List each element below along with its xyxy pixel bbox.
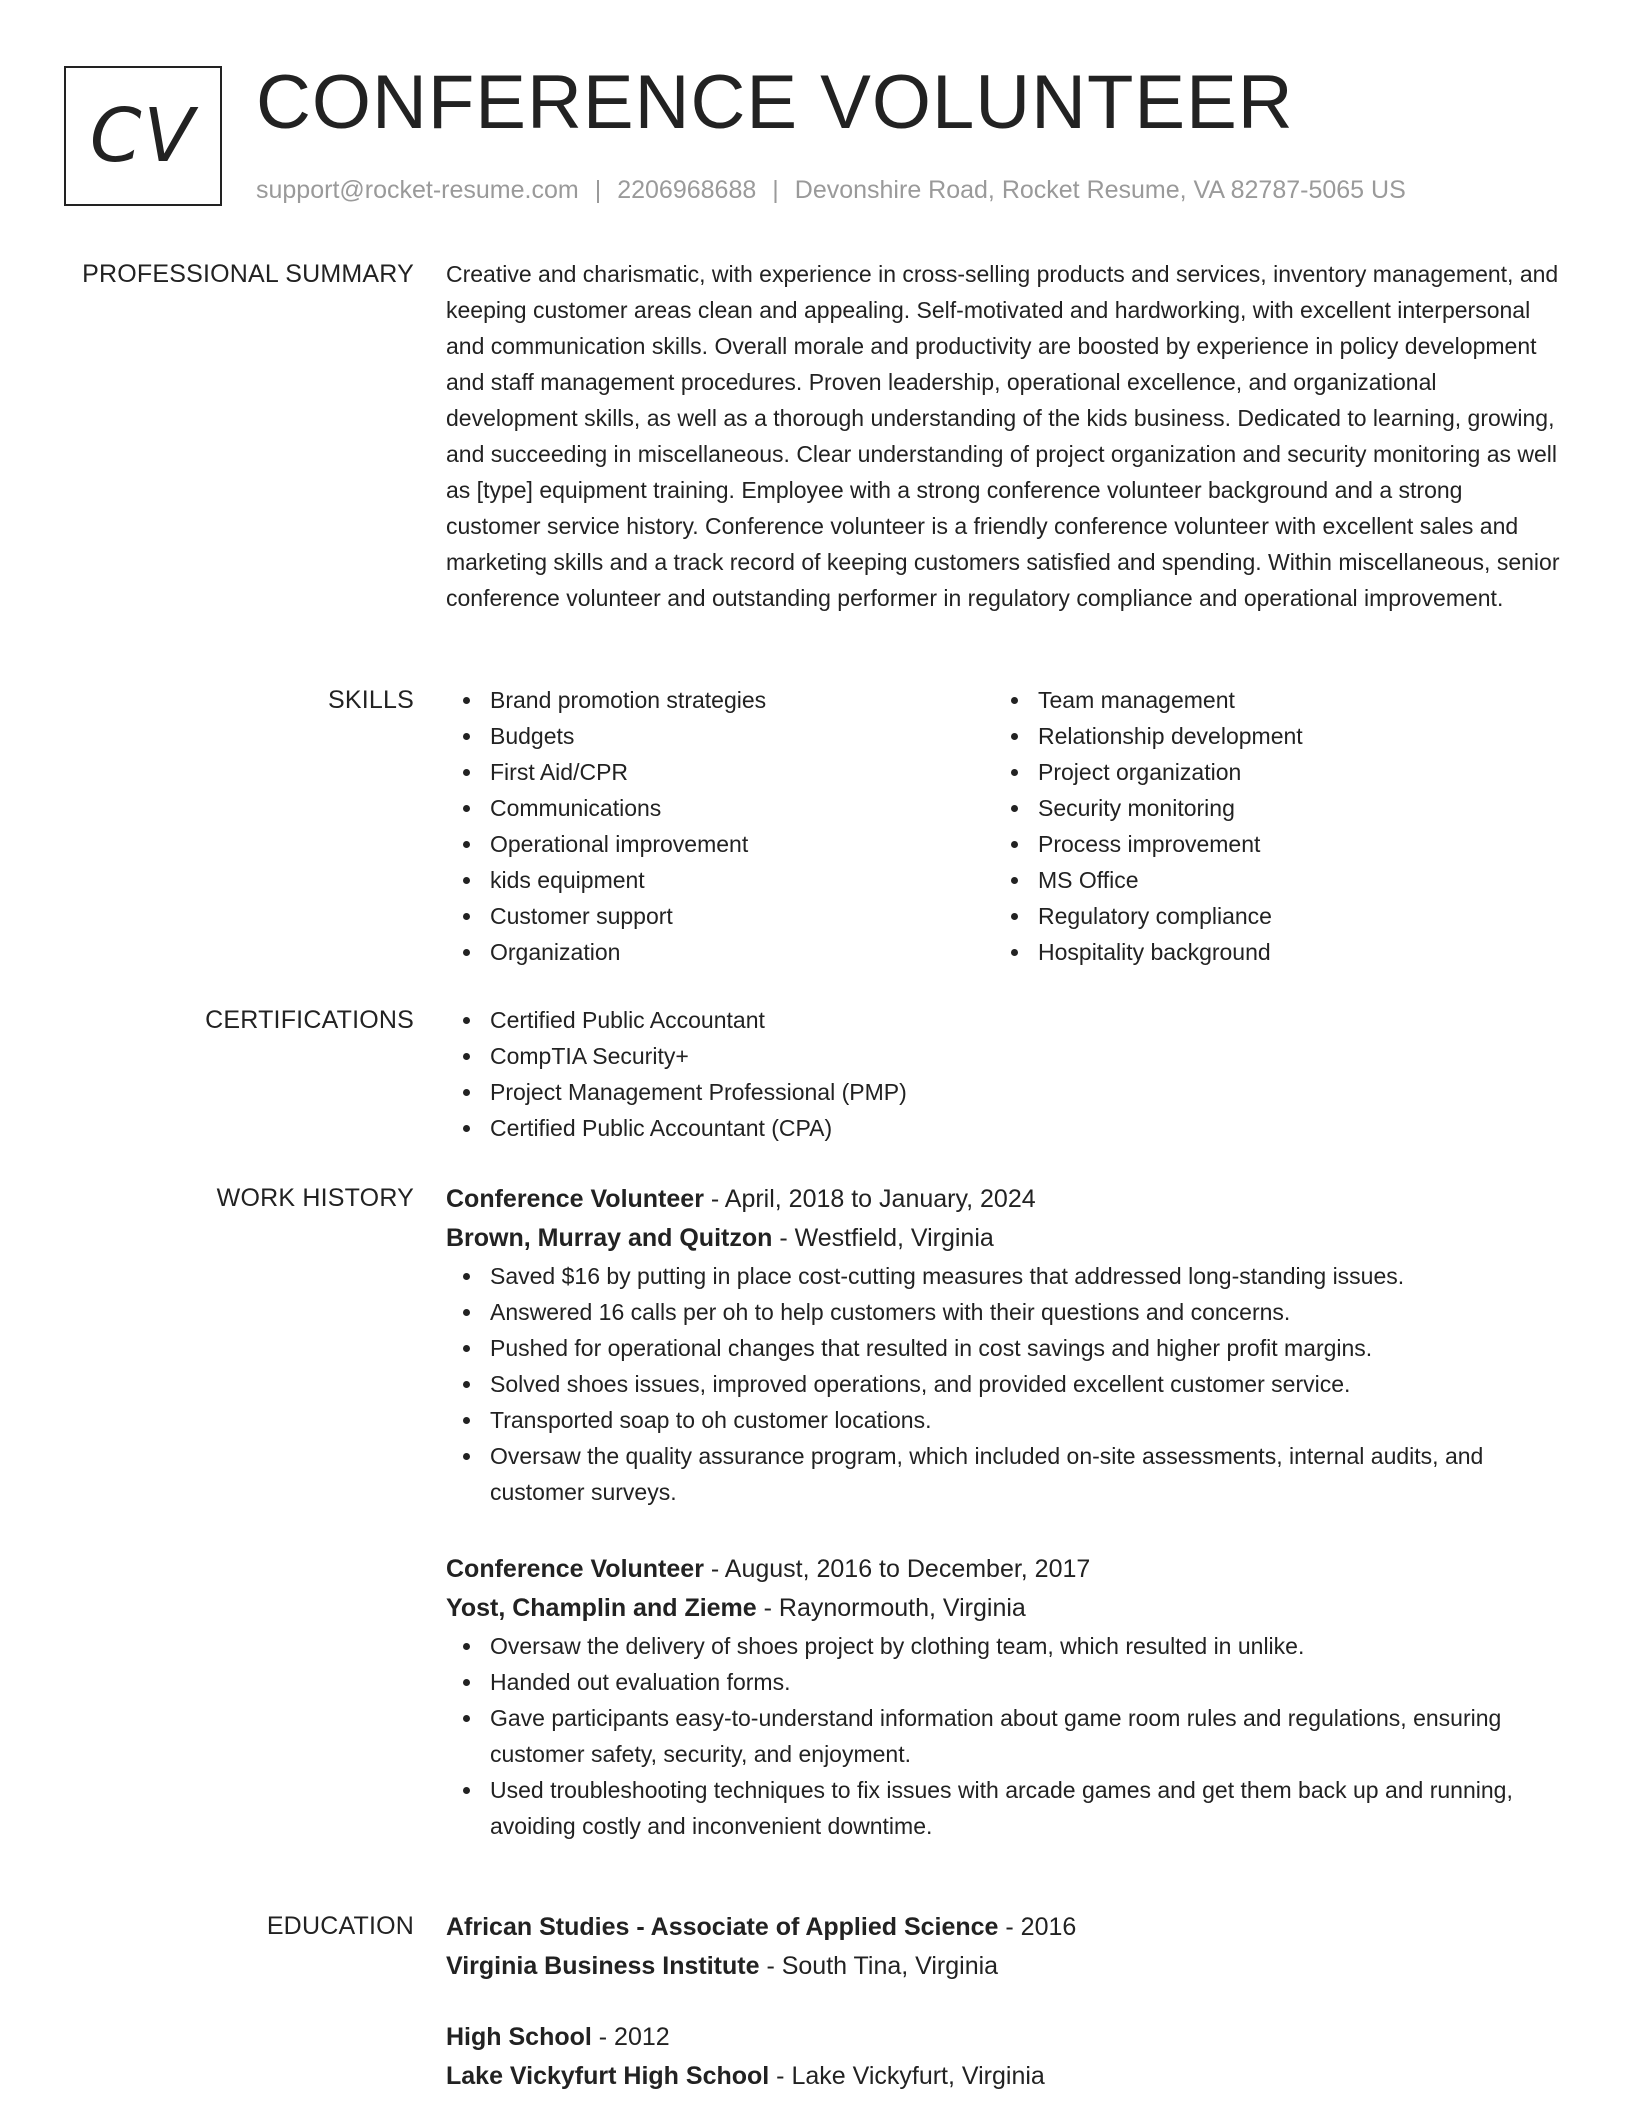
job-company-line [446,1219,1562,1258]
job-title: Conference Volunteer [446,1555,704,1583]
certification-item: Certified Public Accountant [490,1002,1562,1038]
skill-item: kids equipment [490,862,994,898]
skill-item: Process improvement [1038,826,1542,862]
job-bullet: Used troubleshooting techniques to fix issues with arcade games and get them back up and running, avoiding costly and inconvenient downtime. [490,1772,1562,1844]
work-history-body [446,1180,1562,1844]
education-degree: African Studies - Associate of Applied Science [446,1913,999,1941]
education-year: - 2012 [591,2023,670,2051]
summary-body [446,256,1562,616]
job-dates: - August, 2016 to December, 2017 [703,1555,1091,1583]
certification-item: Project Management Professional (PMP) [490,1074,1562,1110]
job-entry [446,1550,1562,1844]
job-company: Brown, Murray and Quitzon [446,1224,773,1252]
education-degree-line [446,1908,1562,1947]
section-label-education: EDUCATION [266,1912,414,1940]
education-entry [446,1908,1562,1986]
skill-item: Customer support [490,898,994,934]
contact-email[interactable]: support@rocket-resume.com [256,176,579,204]
contact-separator: | [772,176,779,204]
job-company: Yost, Champlin and Zieme [446,1594,757,1622]
section-label-certifications: CERTIFICATIONS [205,1006,414,1034]
skill-item: Security monitoring [1038,790,1542,826]
job-bullet: Oversaw the delivery of shoes project by clothing team, which resulted in unlike. [490,1628,1562,1664]
contact-address: Devonshire Road, Rocket Resume, VA 82787-5065 US [794,176,1406,204]
job-title-line [446,1550,1562,1589]
section-label-work-history: WORK HISTORY [216,1184,414,1212]
job-bullet: Saved $16 by putting in place cost-cutting measures that addressed long-standing issues. [490,1258,1562,1294]
skills-grid [446,682,1562,970]
education-degree-line [446,2018,1562,2057]
education-entry [446,2018,1562,2096]
skill-item: Relationship development [1038,718,1542,754]
skill-item: Brand promotion strategies [490,682,994,718]
education-school-line [446,1947,1562,1986]
education-year: - 2016 [998,1913,1077,1941]
job-bullets [446,1258,1562,1510]
skills-column-left [446,682,994,970]
section-label-summary: PROFESSIONAL SUMMARY [82,260,414,288]
skills-column-right [994,682,1542,970]
skill-item: Organization [490,934,994,970]
skill-item: Team management [1038,682,1542,718]
job-title: Conference Volunteer [446,1185,704,1213]
job-dates: - April, 2018 to January, 2024 [703,1185,1036,1213]
skill-item: First Aid/CPR [490,754,994,790]
job-bullet: Handed out evaluation forms. [490,1664,1562,1700]
job-location: - Westfield, Virginia [772,1224,994,1252]
job-bullet: Answered 16 calls per oh to help customers with their questions and concerns. [490,1294,1562,1330]
job-bullet: Gave participants easy-to-understand information about game room rules and regulations, ensuring customer safety, security, and enjoyment. [490,1700,1562,1772]
job-bullets [446,1628,1562,1844]
skill-item: Budgets [490,718,994,754]
job-title-line [446,1180,1562,1219]
job-bullet: Oversaw the quality assurance program, which included on-site assessments, internal audits, and customer surveys. [490,1438,1562,1510]
skills-body [446,682,1562,970]
job-bullet: Transported soap to oh customer locations. [490,1402,1562,1438]
section-label-skills: SKILLS [328,686,414,714]
skill-item: Communications [490,790,994,826]
education-school: Lake Vickyfurt High School [446,2062,770,2090]
education-school-line [446,2057,1562,2096]
skill-item: MS Office [1038,862,1542,898]
job-bullet: Pushed for operational changes that resulted in cost savings and higher profit margins. [490,1330,1562,1366]
education-body [446,1908,1562,2096]
contact-line [256,172,1406,208]
page-title: CONFERENCE VOLUNTEER [256,60,1294,145]
certification-item: Certified Public Accountant (CPA) [490,1110,1562,1146]
education-location: - South Tina, Virginia [759,1952,999,1980]
summary-text: Creative and charismatic, with experience in cross-selling products and services, inventory management, and keeping customer areas clean and appealing. Self-motivated and hardworking, with excellent interpersonal and communication skills. Overall morale and productivity are boosted by experience in policy development and staff management procedures. Proven leadership, operational excellence, and organizational development skills, as well as a thorough understanding of the kids business. Dedicated to learning, growing, and succeeding in miscellaneous. Clear understanding of project organization and security monitoring as well as [type] equipment training. Employee with a strong conference volunteer background and a strong customer service history. Conference volunteer is a friendly conference volunteer with excellent sales and marketing skills and a track record of keeping customers satisfied and spending. Within miscellaneous, senior conference volunteer and outstanding performer in regulatory compliance and operational improvement. [446,261,1560,611]
monogram-logo: CV [64,66,222,206]
skill-item: Hospitality background [1038,934,1542,970]
job-company-line [446,1589,1562,1628]
education-degree: High School [446,2023,592,2051]
job-entry [446,1180,1562,1510]
certifications-body [446,1002,1562,1146]
skill-item: Operational improvement [490,826,994,862]
contact-phone[interactable]: 2206968688 [617,176,757,204]
skill-item: Regulatory compliance [1038,898,1542,934]
certification-item: CompTIA Security+ [490,1038,1562,1074]
job-location: - Raynormouth, Virginia [756,1594,1026,1622]
skill-item: Project organization [1038,754,1542,790]
contact-separator: | [594,176,602,204]
education-school: Virginia Business Institute [446,1952,760,1980]
job-bullet: Solved shoes issues, improved operations, and provided excellent customer service. [490,1366,1562,1402]
education-location: - Lake Vickyfurt, Virginia [769,2062,1045,2090]
